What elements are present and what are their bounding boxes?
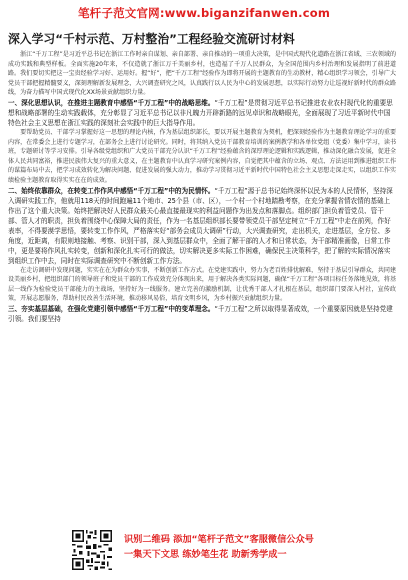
section-1-heading-tail: “千万工程”是贯彻习近平总书记推进农业农村现代化的重要思想和战略部署的生动实践载体，充分彰显了习近平总书记以非凡魄力开辟新路的远见卓识和战略眼光，全面展现了习近平新时代中国特色社会主义思想在浙江实践的深刻社会实践中的巨大指导作用。	[8, 98, 393, 127]
site-banner[interactable]: 笔杆子范文官网:www.biganzifanwen.com	[77, 6, 331, 20]
section-3-heading-tail: “千万工程”之所以取得显著成效，一个重要原因就是坚持党建引领。我们要坚持	[8, 304, 393, 323]
document-title: 深入学习“千村示范、万村整治”工程经验交流研讨材料	[8, 32, 295, 46]
section-2-heading-lead: 二、始终依靠群众，在转变工作作风中感悟“千万工程”中的为民情怀。	[8, 186, 215, 195]
footer-line-2: 一集天下文思 练妙笔生花 助新秀学成一	[124, 549, 287, 560]
section-3-heading-lead: 三、夯实基层基础，在强化党建引领中感悟“千万工程”中的变革理念。	[8, 304, 215, 313]
section-1-body: 要帮助党员、干部学习掌握好这一思想的理论内核，作为基层组织部长，要以开展主题教育为契机，把深刻经验作为主题教育理论学习的重要内容，在常委会上进行专题学习，在部务会上进行讨论研究。同时，将其纳入党员干部教育培训的案例教学和各单位党组（党委）集中学习，读书班，专题研讨等学习安排。引导各级党组织和广大党员干部充分认识“千万工程”经验蕴含的深厚理论逻辑和实践逻辑，推动深化融合发展，促进全体人民共同富裕，推进民族伟大复兴的重大意义，在主题教育中认真学习研究案例内容，自觉把其中蕴含的立场、观点、方法运用到推进组织工作的谋篇布局中去，把学习成效转化为解决问题、促进发展的强大动力，推动学习贯彻习近平新时代中国特色社会主义思想走深走实，以组织工作实绩检验主题教育取得实实在在的成效。	[8, 128, 396, 184]
section-2-heading	[8, 186, 396, 266]
section-1-heading	[8, 98, 396, 128]
intro-paragraph: 浙江“千万工程”是习近平总书记在浙江工作时亲自谋划、亲自部署、亲自推动的一项重大决策，是中国式现代化道路在浙江省域、三农领域的成功实践和典型样板。全面实施20年来，不仅造就了浙江万千美丽乡村，也造福了千万人民群众，为全国范围内乡村治理和发展指明了前进道路。我们要切实把这一宝贵经验学习好、运用好。握“好”，把“千万工程”经验作为即将开展的主题教育的生动教材，精心组织学习领会，引导广大党员干部把握精髓要义，深刻理解新发展理念，大兴调查研究之风，认真践行以人民为中心的发展思想，以实际行动努力让巡视好新时代的群众路线，为奋力描写中国式现代化XX场景贡献组织力量。	[8, 51, 396, 97]
section-2-heading-tail: “千万工程”源于总书记始终深怀以民为本的人民情怀，坚持深入调研实践工作，他就用118天的时间跑遍11个地市、25个县（市、区），一个村一个村地踏勘考察，在充分掌握省情农情的基础上作出了这个重大决策。始终把解决好人民群众最关心最直接最现实的利益问题作为出发点和落脚点。组织部门担负着管党员、管干部、管人才的职责，担负着围绕中心保障大局的责任，作为一名基层组织部长要带领党员干部坚定树立“千万工程”中走在前列，作好表率，不得要漠学思悟，要转变工作作风，严格落实好“部务会成员大调研”行动，大兴调查研究，走出机关，走进基层，全方位、多角度，近距离，有限则地接触、考察、识别干部，深入到基层群众中，全面了解干部的人才和日常状态，为干部精准画像，日常工作中，更是要将作风扎实转变，创新和深化扎实可行的做法，切实解决更多实际工作困难，确保民主决策科学，把了解的实际情况落实到组织工作中去，同时在实际调查研究中不断创新工作方法。	[8, 186, 393, 265]
section-2-body: 在走访调研中发现问题，实实在在为群众办实事，不断创新工作方式。在党建实践中，努力为老百姓排忧解难，坚持于基层引导群众，共同建设美丽乡村，把组织部门的领导班子和党员干部的工作成效充分体现出来，用于解决各类实际问题，确保“千万工程”各项目标任务落地见效，将基层一线作为检验党员干部能力的主战场，坚持好为一线服务。建立完善的激励机制，让优秀干部人才扎根在基层，组织部门要深入村社，宣传政策，开展志愿服务，帮助村民改善生活环境，推动移风易俗，培育文明乡风，为乡村振兴贡献组织力量。	[8, 266, 396, 303]
section-1-heading-lead: 一、深化思想认识，在推进主题教育中感悟“千万工程”中的战略思维。	[8, 98, 215, 107]
qr-code-icon[interactable]	[70, 528, 114, 572]
footer-text	[124, 532, 354, 562]
section-3-heading	[8, 304, 396, 324]
footer-line-1: 识别二维码 添加“笔杆子范文”客服微信公众号	[124, 534, 314, 545]
document	[8, 28, 396, 324]
footer-banner	[0, 522, 408, 580]
